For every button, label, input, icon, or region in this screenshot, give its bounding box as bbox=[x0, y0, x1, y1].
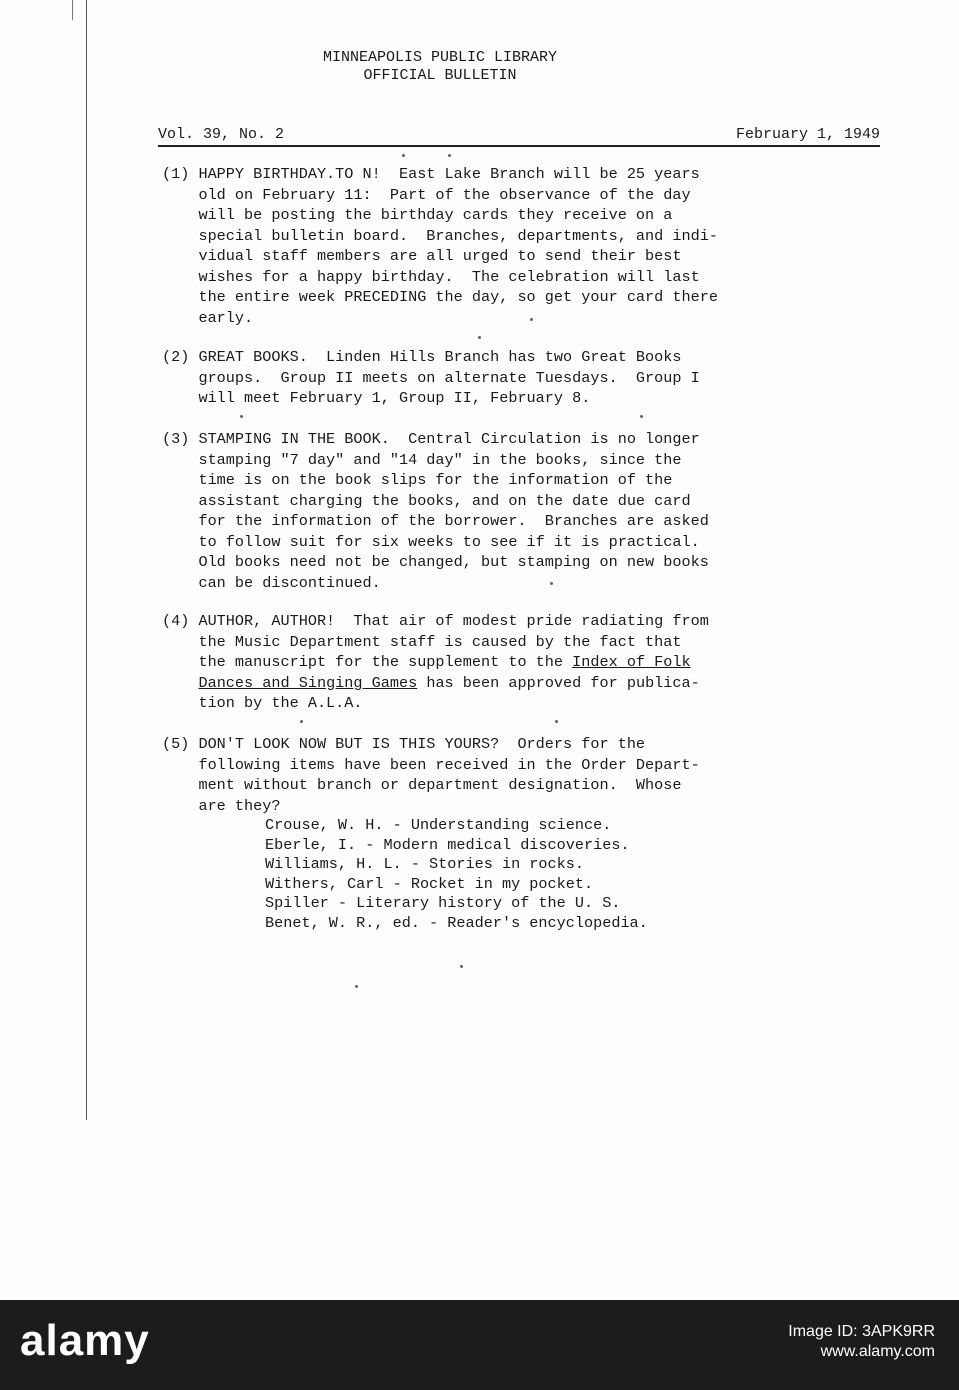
item-line: groups. Group II meets on alternate Tuesdays. Group I bbox=[162, 368, 700, 387]
alamy-logo bbox=[20, 1316, 250, 1366]
item-line: early. bbox=[162, 308, 254, 327]
item-line: assistant charging the books, and on the date due card bbox=[162, 491, 691, 510]
item-line: vidual staff members are all urged to send their best bbox=[162, 247, 682, 265]
item-line: the entire week PRECEDING the day, so get your card there bbox=[162, 288, 718, 306]
image-id-block bbox=[788, 1322, 935, 1362]
item-great-books bbox=[162, 347, 882, 409]
item-line: ment without branch or department designation. Whose bbox=[162, 776, 682, 794]
item-line: the Music Department staff is caused by the fact that bbox=[162, 632, 682, 651]
item-line: old on February 11: Part of the observance of the day bbox=[162, 185, 691, 204]
item-orders bbox=[162, 734, 882, 816]
book-list bbox=[265, 816, 825, 933]
item-line: will be posting the birthday cards they receive on a bbox=[162, 206, 673, 224]
item-line: will meet February 1, Group II, February 8. bbox=[162, 389, 591, 407]
scan-speck bbox=[355, 985, 358, 988]
item-line: Old books need not be changed, but stamping on new books bbox=[162, 553, 709, 571]
item-line bbox=[162, 673, 882, 694]
margin-line bbox=[86, 0, 87, 1120]
library-title: MINNEAPOLIS PUBLIC LIBRARY bbox=[322, 49, 558, 66]
item-text: has been approved for publica- bbox=[417, 673, 700, 692]
item-text bbox=[162, 674, 198, 692]
item-text: the manuscript for the supplement to the bbox=[162, 653, 573, 671]
item-line bbox=[162, 652, 882, 673]
book-title-underlined: Dances and Singing Games bbox=[198, 673, 418, 692]
item-line: special bulletin board. Branches, departments, and indi- bbox=[162, 226, 718, 245]
scan-speck bbox=[530, 318, 533, 321]
item-line: (4) AUTHOR, AUTHOR! That air of modest pride radiating from bbox=[162, 612, 709, 630]
book-entry: Benet, W. R., ed. - Reader's encyclopedia. bbox=[265, 913, 648, 932]
book-title-underlined: Index of Folk bbox=[572, 653, 691, 671]
item-stamping bbox=[162, 429, 882, 593]
item-line: (1) HAPPY BIRTHDAY.TO N! East Lake Branch will be 25 years bbox=[162, 165, 700, 183]
scan-speck bbox=[555, 720, 558, 723]
scan-speck bbox=[300, 720, 303, 723]
scan-speck bbox=[550, 582, 553, 585]
book-entry: Withers, Carl - Rocket in my pocket. bbox=[265, 874, 594, 893]
item-line: can be discontinued. bbox=[162, 573, 381, 592]
volume-number: Vol. 39, No. 2 bbox=[158, 126, 285, 143]
item-line: (3) STAMPING IN THE BOOK. Central Circulation is no longer bbox=[162, 430, 700, 448]
logo-text: alamy bbox=[20, 1316, 150, 1365]
item-line: for the information of the borrower. Branches are asked bbox=[162, 512, 709, 530]
scan-speck bbox=[448, 154, 451, 157]
item-author bbox=[162, 611, 882, 714]
header-rule bbox=[158, 145, 880, 147]
book-entry: Crouse, W. H. - Understanding science. bbox=[265, 816, 612, 834]
item-line: time is on the book slips for the information of the bbox=[162, 471, 673, 489]
item-line: are they? bbox=[162, 796, 281, 815]
image-id: Image ID: 3APK9RR bbox=[788, 1323, 935, 1340]
bulletin-title: OFFICIAL BULLETIN bbox=[363, 67, 517, 84]
issue-date: February 1, 1949 bbox=[735, 126, 880, 143]
scan-speck bbox=[240, 415, 243, 418]
item-line: tion by the A.L.A. bbox=[162, 694, 363, 712]
book-entry: Eberle, I. - Modern medical discoveries. bbox=[265, 835, 630, 854]
margin-mark bbox=[72, 0, 73, 20]
item-birthday bbox=[162, 164, 882, 328]
scan-speck bbox=[460, 965, 463, 968]
book-entry: Spiller - Literary history of the U. S. bbox=[265, 894, 621, 912]
scan-speck bbox=[402, 154, 405, 157]
item-line: (5) DON'T LOOK NOW BUT IS THIS YOURS? Orders for the bbox=[162, 735, 646, 753]
site-url: www.alamy.com bbox=[820, 1343, 935, 1360]
item-line: following items have been received in the Order Depart- bbox=[162, 755, 700, 774]
scan-speck bbox=[640, 415, 643, 418]
scan-speck bbox=[478, 336, 481, 339]
item-line: (2) GREAT BOOKS. Linden Hills Branch has two Great Books bbox=[162, 348, 682, 366]
item-line: to follow suit for six weeks to see if it is practical. bbox=[162, 532, 700, 551]
item-line: wishes for a happy birthday. The celebration will last bbox=[162, 267, 700, 286]
book-entry: Williams, H. L. - Stories in rocks. bbox=[265, 855, 584, 873]
item-line: stamping "7 day" and "14 day" in the books, since the bbox=[162, 450, 682, 469]
